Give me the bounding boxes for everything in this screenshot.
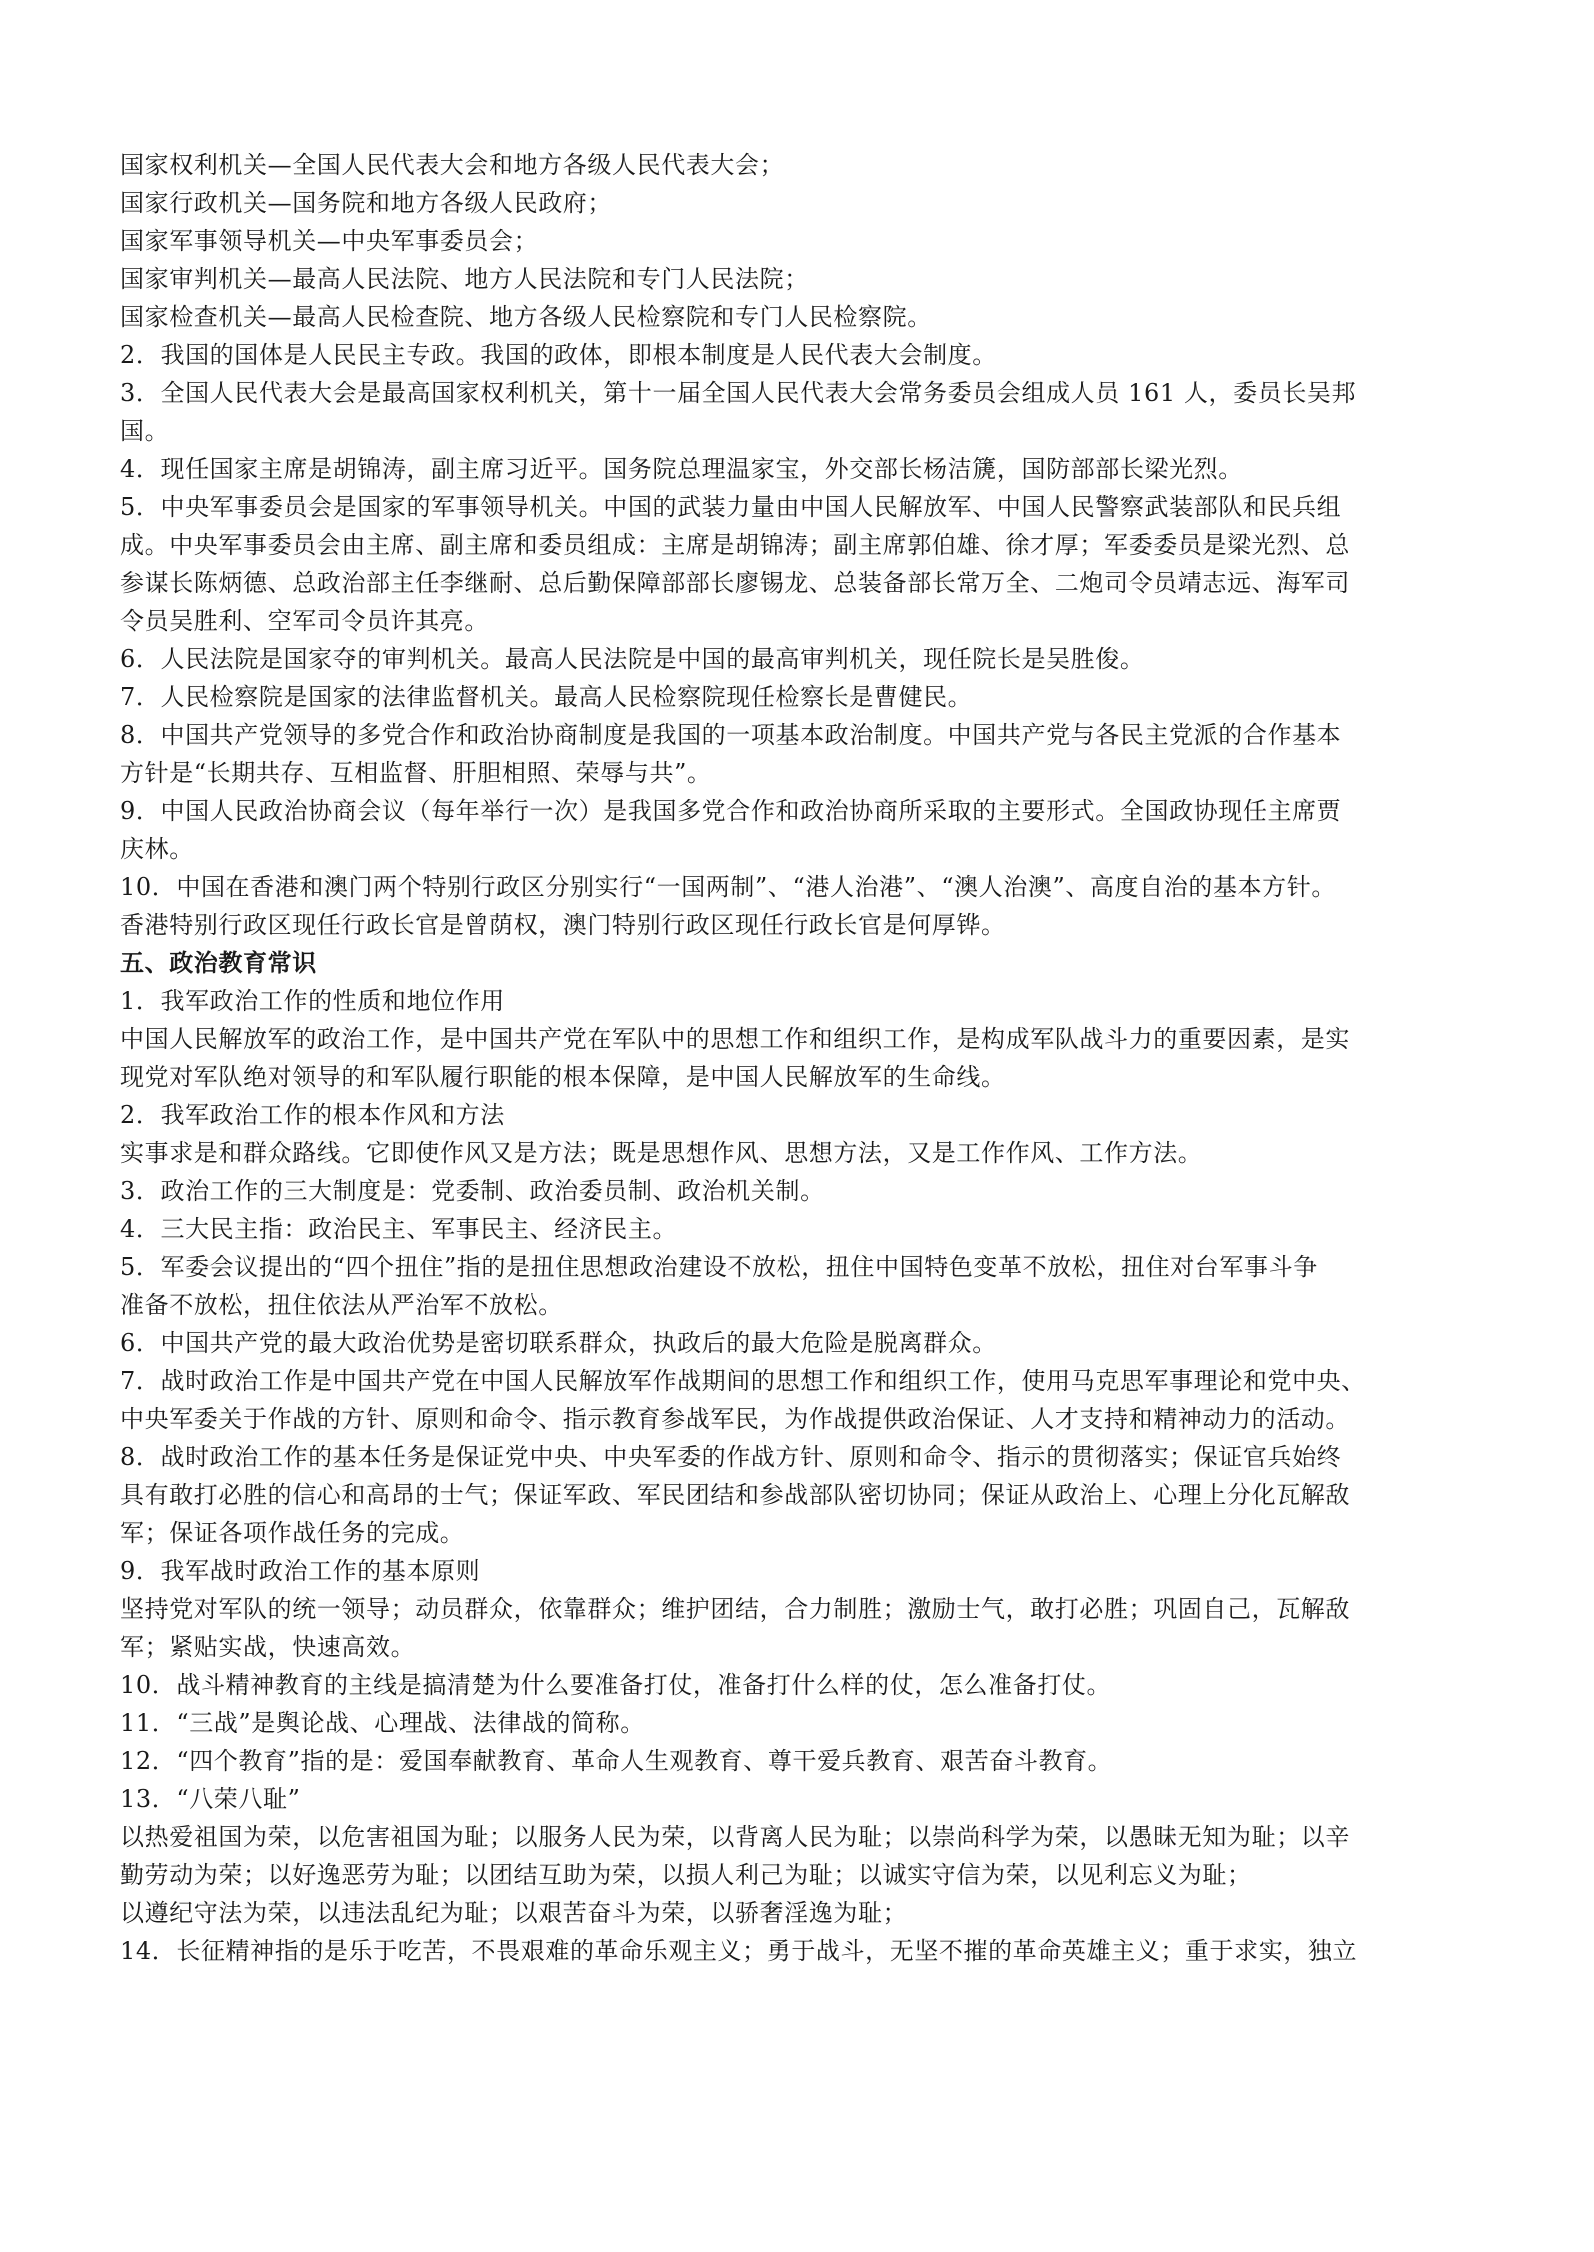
text-line: 国家军事领导机关—中央军事委员会； xyxy=(120,227,539,255)
text-line: 6．人民法院是国家夺的审判机关。最高人民法院是中国的最高审判机关，现任院长是吴胜俊。 xyxy=(120,645,1145,673)
text-line: 中央军委关于作战的方针、原则和命令、指示教育参战军民，为作战提供政治保证、人才支持和精神动力的活动。 xyxy=(120,1405,1350,1433)
text-line: 7．人民检察院是国家的法律监督机关。最高人民检察院现任检察长是曹健民。 xyxy=(120,683,973,711)
text-line: 9．中国人民政治协商会议（每年举行一次）是我国多党合作和政治协商所采取的主要形式。全国政协现任主席贾 xyxy=(120,797,1342,825)
text-line: 11．“三战”是舆论战、心理战、法律战的简称。 xyxy=(120,1709,645,1737)
text-line: 4．三大民主指：政治民主、军事民主、经济民主。 xyxy=(120,1215,678,1243)
text-line: 以遵纪守法为荣，以违法乱纪为耻；以艰苦奋斗为荣，以骄奢淫逸为耻； xyxy=(120,1899,908,1927)
text-line: 庆林。 xyxy=(120,835,194,863)
text-line: 6．中国共产党的最大政治优势是密切联系群众，执政后的最大危险是脱离群众。 xyxy=(120,1329,997,1357)
text-line: 国家审判机关—最高人民法院、地方人民法院和专门人民法院； xyxy=(120,265,809,293)
text-line: 国家行政机关—国务院和地方各级人民政府； xyxy=(120,189,612,217)
text-line: 坚持党对军队的统一领导；动员群众，依靠群众；维护团结，合力制胜；激励士气，敢打必胜；巩固自己，瓦解敌 xyxy=(120,1595,1350,1623)
text-line: 4．现任国家主席是胡锦涛，副主席习近平。国务院总理温家宝，外交部长杨洁篪，国防部部长梁光烈。 xyxy=(120,455,1243,483)
text-line: 9．我军战时政治工作的基本原则 xyxy=(120,1557,481,1585)
text-line: 方针是“长期共存、互相监督、肝胆相照、荣辱与共”。 xyxy=(120,759,712,787)
document-body xyxy=(120,146,1504,1970)
section-heading: 五、政治教育常识 xyxy=(120,948,317,977)
text-line: 10．战斗精神教育的主线是搞清楚为什么要准备打仗，准备打什么样的仗，怎么准备打仗。 xyxy=(120,1671,1112,1699)
text-line: 国。 xyxy=(120,417,170,445)
text-line: 参谋长陈炳德、总政治部主任李继耐、总后勤保障部部长廖锡龙、总装备部长常万全、二炮司令员靖志远、海军司 xyxy=(120,569,1350,597)
text-line: 1．我军政治工作的性质和地位作用 xyxy=(120,987,505,1015)
text-line: 8．中国共产党领导的多党合作和政治协商制度是我国的一项基本政治制度。中国共产党与各民主党派的合作基本 xyxy=(120,721,1342,749)
text-line: 5．军委会议提出的“四个扭住”指的是扭住思想政治建设不放松，扭住中国特色变革不放松，扭住对台军事斗争 xyxy=(120,1253,1318,1281)
text-line: 具有敢打必胜的信心和高昂的士气；保证军政、军民团结和参战部队密切协同；保证从政治上、心理上分化瓦解敌 xyxy=(120,1481,1350,1509)
text-line: 令员吴胜利、空军司令员许其亮。 xyxy=(120,607,489,635)
text-line: 现党对军队绝对领导的和军队履行职能的根本保障，是中国人民解放军的生命线。 xyxy=(120,1063,1006,1091)
text-line: 3．政治工作的三大制度是：党委制、政治委员制、政治机关制。 xyxy=(120,1177,825,1205)
text-line: 13．“八荣八耻” xyxy=(120,1785,301,1813)
text-line: 5．中央军事委员会是国家的军事领导机关。中国的武装力量由中国人民解放军、中国人民警察武装部队和民兵组 xyxy=(120,493,1342,521)
text-line: 7．战时政治工作是中国共产党在中国人民解放军作战期间的思想工作和组织工作，使用马克思军事理论和党中央、 xyxy=(120,1367,1366,1395)
text-line: 准备不放松，扭住依法从严治军不放松。 xyxy=(120,1291,563,1319)
text-line: 军；紧贴实战，快速高效。 xyxy=(120,1633,416,1661)
text-line: 国家检查机关—最高人民检查院、地方各级人民检察院和专门人民检察院。 xyxy=(120,303,932,331)
text-line: 勤劳动为荣；以好逸恶劳为耻；以团结互助为荣，以损人利己为耻；以诚实守信为荣，以见利忘义为耻； xyxy=(120,1861,1252,1889)
text-line: 香港特别行政区现任行政长官是曾荫权，澳门特别行政区现任行政长官是何厚铧。 xyxy=(120,911,1006,939)
text-line: 成。中央军事委员会由主席、副主席和委员组成：主席是胡锦涛；副主席郭伯雄、徐才厚；军委委员是梁光烈、总 xyxy=(120,531,1350,559)
text-line: 中国人民解放军的政治工作，是中国共产党在军队中的思想工作和组织工作，是构成军队战斗力的重要因素，是实 xyxy=(120,1025,1350,1053)
text-line: 以热爱祖国为荣，以危害祖国为耻；以服务人民为荣，以背离人民为耻；以崇尚科学为荣，以愚昧无知为耻；以辛 xyxy=(120,1823,1350,1851)
text-line: 14．长征精神指的是乐于吃苦，不畏艰难的革命乐观主义；勇于战斗，无坚不摧的革命英雄主义；重于求实，独立 xyxy=(120,1937,1358,1965)
text-line: 12．“四个教育”指的是：爱国奉献教育、革命人生观教育、尊干爱兵教育、艰苦奋斗教育。 xyxy=(120,1747,1113,1775)
text-line: 实事求是和群众路线。它即使作风又是方法；既是思想作风、思想方法，又是工作作风、工作方法。 xyxy=(120,1139,1203,1167)
text-line: 军；保证各项作战任务的完成。 xyxy=(120,1519,465,1547)
text-line: 2．我军政治工作的根本作风和方法 xyxy=(120,1101,505,1129)
text-line: 8．战时政治工作的基本任务是保证党中央、中央军委的作战方针、原则和命令、指示的贯彻落实；保证官兵始终 xyxy=(120,1443,1342,1471)
text-line: 2．我国的国体是人民民主专政。我国的政体，即根本制度是人民代表大会制度。 xyxy=(120,341,997,369)
text-line: 3．全国人民代表大会是最高国家权利机关，第十一届全国人民代表大会常务委员会组成人员 161 人，委员长吴邦 xyxy=(120,379,1357,407)
text-line: 国家权利机关—全国人民代表大会和地方各级人民代表大会； xyxy=(120,151,785,179)
text-line: 10．中国在香港和澳门两个特别行政区分别实行“一国两制”、“港人治港”、“澳人治澳”、高度自治的基本方针。 xyxy=(120,873,1336,901)
